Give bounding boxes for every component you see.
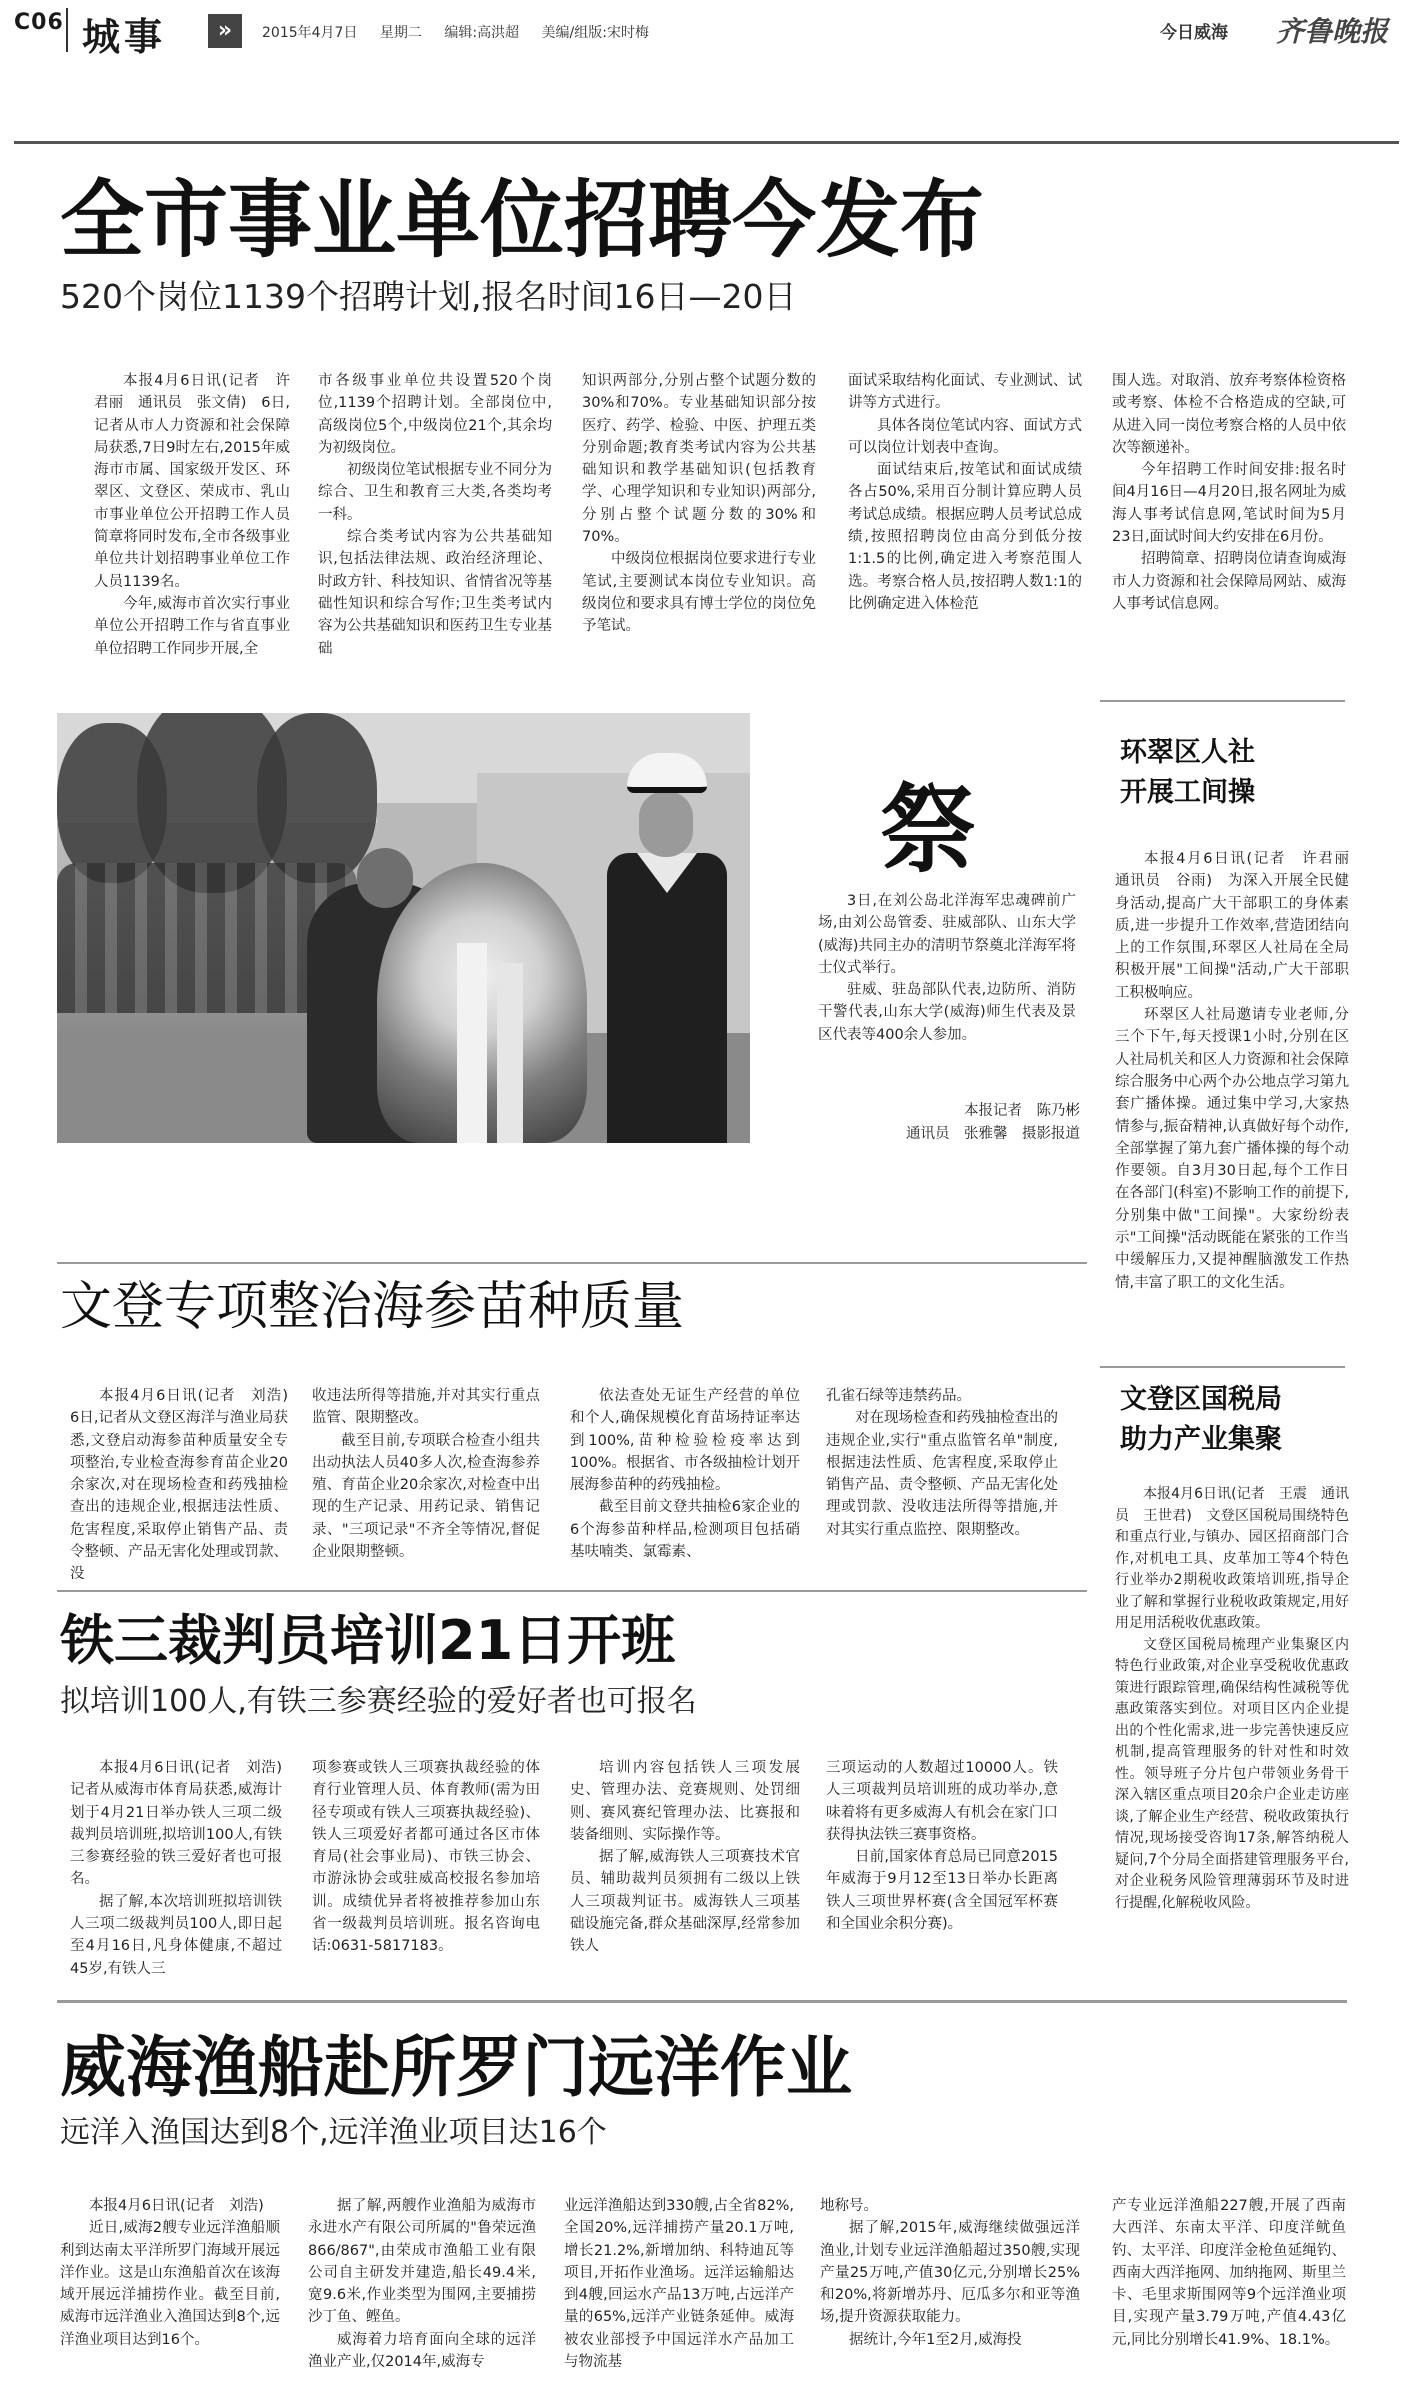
header-rule bbox=[14, 141, 1399, 144]
article1-col4 bbox=[848, 370, 1082, 615]
article2-col1 bbox=[70, 1385, 303, 1586]
article3-col2 bbox=[312, 1757, 540, 1958]
paragraph: 据了解,本次培训班拟培训铁人三项二级裁判员100人,即日起至4月16日,凡身体健康,不超过45岁,有铁人三 bbox=[70, 1893, 282, 1977]
paragraph: 本报4月6日讯(记者 刘浩) 6日,记者从文登区海洋与渔业局获悉,文登启动海参苗种质量安全专项整治,专业检查海参育苗企业20余家次,对在现场检查和药残抽检查出的违规企业,根据违法性质、危害程度,采取停止销售产品、责令整顿、产品无害化处理或罚款、没 bbox=[70, 1388, 303, 1583]
section-divider bbox=[57, 1262, 1087, 1264]
article4-col2 bbox=[308, 2195, 536, 2373]
paragraph: 具体各岗位笔试内容、面试方式可以岗位计划表中查询。 bbox=[848, 417, 1082, 456]
paragraph: 孔雀石绿等违禁药品。 bbox=[826, 1388, 971, 1404]
photo-credit-1: 本报记者 陈乃彬 bbox=[964, 1103, 1080, 1119]
paragraph: 面试结束后,按笔试和面试成绩各占50%,采用百分制计算应聘人员考试总成绩。根据应聘人员考试总成绩,按照招聘岗位由高分到低分按1:1.5的比例,确定进入考察范围人选。考察合格人员,按招聘人数1:1的比例确定进入体检范 bbox=[848, 462, 1082, 612]
article4-col1 bbox=[60, 2195, 280, 2351]
article3-headline: 铁三裁判员培训21日开班 bbox=[60, 1609, 676, 1672]
article4-subtitle: 远洋入渔国达到8个,远洋渔业项目达16个 bbox=[60, 2115, 607, 2150]
article1-col2 bbox=[318, 370, 552, 660]
memorial-ceremony-photo bbox=[57, 713, 750, 1143]
header-info bbox=[262, 22, 667, 42]
article2-col3 bbox=[570, 1385, 800, 1563]
paragraph: 市各级事业单位共设置520个岗位,1139个招聘计划。全部岗位中,高级岗位5个,中级岗位21个,其余均为初级岗位。 bbox=[318, 373, 552, 456]
article2-col2 bbox=[312, 1385, 540, 1563]
article2-col4 bbox=[826, 1385, 1058, 1541]
sidebar2-body bbox=[1115, 1484, 1349, 1914]
article2-headline: 文登专项整治海参苗种质量 bbox=[60, 1277, 685, 1337]
section-name: 城事 bbox=[82, 15, 167, 59]
paragraph: 3日,在刘公岛北洋海军忠魂碑前广场,由刘公岛管委、驻威部队、山东大学(威海)共同主办的清明节祭奠北洋海军将士仪式举行。 bbox=[818, 893, 1076, 976]
section-arrow-icon: » bbox=[208, 14, 242, 48]
paragraph: 据了解,威海铁人三项赛技术官员、辅助裁判员须拥有二级以上铁人三项裁判证书。威海铁人三项基础设施完备,群众基础深厚,经常参加铁人 bbox=[570, 1849, 800, 1955]
paragraph: 据了解,两艘作业渔船为威海市永进水产有限公司所属的"鲁荣远渔866/867",由荣成市渔船工业有限公司自主研发并建造,船长49.4米,宽9.6米,作业类型为围网,主要捕捞沙丁鱼、鲣鱼。 bbox=[308, 2198, 536, 2326]
sidebar2-title-line1: 文登区国税局 bbox=[1120, 1384, 1282, 1415]
article4-headline: 威海渔船赴所罗门远洋作业 bbox=[60, 2029, 852, 2106]
paragraph: 围人选。对取消、放弃考察体检资格或考察、体检不合格造成的空缺,可从进入同一岗位考察合格的人员中依次等额递补。 bbox=[1112, 373, 1346, 456]
photo-credit-2: 通讯员 张雅馨 摄影报道 bbox=[906, 1126, 1080, 1142]
article1-col1 bbox=[94, 370, 290, 660]
article3-col1 bbox=[70, 1757, 297, 1980]
paragraph: 收违法所得等措施,并对其实行重点监管、限期整改。 bbox=[312, 1388, 540, 1427]
paragraph: 环翠区人社局邀请专业老师,分三个下午,每天授课1小时,分别在区人社局机关和区人力资源和社会保障综合服务中心两个办公地点学习第九套广播体操。通过集中学习,大家热情参与,振奋精神,认真做好每个动作,全部掌握了第九套广播体操的每个动作要领。自3月30日起,每个工作日在各部门(科室)不影响工作的前提下,分别集中做"工间操"。大家纷纷表示"工间操"活动既能在紧张的工作当中缓解压力,又提神醒脑激发工作热情,丰富了职工的文化生活。 bbox=[1115, 1007, 1349, 1291]
paragraph: 综合类考试内容为公共基础知识,包括法律法规、政治经济理论、时政方针、科技知识、省情省况等基础性知识和综合写作;卫生类考试内容为公共基础知识和医药卫生专业基础 bbox=[318, 529, 552, 657]
designer-credit: 美编/组版:宋时梅 bbox=[541, 25, 649, 41]
section-divider bbox=[57, 1590, 1087, 1592]
paragraph: 项参赛或铁人三项赛执裁经验的体育行业管理人员、体育教师(需为田径专项或有铁人三项赛执裁经验)、铁人三项爱好者都可通过各区市体育局(社会事业局)、市铁三协会、市游泳协会或驻威高校报名参加培训。成绩优异者将被推荐参加山东省一级裁判员培训班。报名咨询电话:0631-5817183。 bbox=[312, 1760, 540, 1955]
sidebar1-body bbox=[1115, 848, 1364, 1294]
article1-col5 bbox=[1112, 370, 1346, 615]
paragraph: 对在现场检查和药残抽检查出的违规企业,实行"重点监管名单"制度,根据违法性质、危害程度,采取停止销售产品、责令整顿、产品无害化处理或罚款、没收违法所得等措施,并对其实行重点监控、限期整改。 bbox=[826, 1410, 1058, 1538]
article1-col3 bbox=[582, 370, 816, 638]
paragraph: 本报4月6日讯(记者 许君丽 通讯员 张文倩) 6日,记者从市人力资源和社会保障局获悉,7日9时左右,2015年威海市市属、国家级开发区、环翠区、文登区、荣成市、乳山市事业单位公开招聘工作人员简章将同时发布,全市各级事业单位共计划招聘事业单位工作人员1139名。 bbox=[94, 373, 290, 590]
paragraph: 产专业远洋渔船227艘,开展了西南大西洋、东南太平洋、印度洋鱿鱼钓、太平洋、印度洋金枪鱼延绳钓、西南大西洋拖网、加纳拖网、斯里兰卡、毛里求斯围网等9个远洋渔业项目,实现产量3.79万吨,产值4.43亿元,同比分别增长41.9%、18.1%。 bbox=[1112, 2198, 1346, 2348]
article1-subtitle: 520个岗位1139个招聘计划,报名时间16日—20日 bbox=[60, 277, 797, 316]
paragraph: 业远洋渔船达到330艘,占全省82%,全国20%,远洋捕捞产量20.1万吨,增长21.2%,新增加纳、科特迪瓦等项目,开拓作业渔场。远洋运输船达到4艘,回运水产品13万吨,占远洋产量的65%,远洋产业链条延伸。威海被农业部授予中国远洋水产品加工与物流基 bbox=[564, 2198, 794, 2371]
header-divider bbox=[66, 8, 68, 52]
article3-subtitle: 拟培训100人,有铁三参赛经验的爱好者也可报名 bbox=[60, 1684, 697, 1719]
paragraph: 今年,威海市首次实行事业单位公开招聘工作与省直事业单位招聘工作同步开展,全 bbox=[94, 595, 290, 657]
article3-col3 bbox=[570, 1757, 800, 1958]
paragraph: 据了解,2015年,威海继续做强远洋渔业,计划专业远洋渔船超过350艘,实现产量25万吨,产值30亿元,分别增长25%和20%,将新增苏丹、厄瓜多尔和亚等渔场,提升资源获取能力。 bbox=[820, 2220, 1080, 2326]
paragraph: 初级岗位笔试根据专业不同分为综合、卫生和教育三大类,各类均考一科。 bbox=[318, 462, 552, 523]
paragraph: 地称号。 bbox=[820, 2198, 878, 2214]
paragraph: 招聘简章、招聘岗位请查询威海市人力资源和社会保障局网站、威海人事考试信息网。 bbox=[1112, 551, 1346, 612]
newspaper-logo: 齐鲁晚报 bbox=[1276, 15, 1389, 48]
section-divider bbox=[1100, 700, 1345, 702]
paragraph: 中级岗位根据岗位要求进行专业笔试,主要测试本岗位专业知识。高级岗位和要求具有博士学位的岗位免予笔试。 bbox=[582, 551, 816, 635]
paragraph: 本报4月6日讯(记者 刘浩) bbox=[89, 2198, 264, 2214]
paragraph: 依法查处无证生产经营的单位和个人,确保规模化育苗场持证率达到100%,苗种检验检疫率达到100%。根据省、市各级抽检计划开展海参苗种的药残抽检。 bbox=[570, 1388, 800, 1494]
sidebar2-title-line2: 助力产业集聚 bbox=[1120, 1424, 1282, 1455]
photo-story-caption bbox=[818, 890, 1076, 1046]
paragraph: 本报4月6日讯(记者 刘浩) 记者从威海市体育局获悉,威海计划于4月21日举办铁人三项二级裁判员培训班,拟培训100人,有铁三参赛经验的铁三爱好者也可报名。 bbox=[70, 1760, 297, 1888]
paragraph: 培训内容包括铁人三项发展史、管理办法、竞赛规则、处罚细则、赛风赛纪管理办法、比赛报和装备细则、实际操作等。 bbox=[570, 1760, 800, 1843]
paragraph: 面试采取结构化面试、专业测试、试讲等方式进行。 bbox=[848, 373, 1082, 412]
issue-date: 2015年4月7日 bbox=[262, 25, 358, 41]
paragraph: 威海着力培育面向全球的远洋渔业产业,仅2014年,威海专 bbox=[308, 2331, 536, 2371]
paragraph: 三项运动的人数超过10000人。铁人三项裁判员培训班的成功举办,意味着将有更多威海人有机会在家门口获得执法铁三赛事资格。 bbox=[826, 1760, 1058, 1843]
paragraph: 今年招聘工作时间安排:报名时间4月16日—4月20日,报名网址为威海人事考试信息网,笔试时间为5月23日,面试时间大约安排在6月份。 bbox=[1112, 462, 1346, 546]
paragraph: 驻威、驻岛部队代表,边防所、消防干警代表,山东大学(威海)师生代表及景区代表等400余人参加。 bbox=[818, 982, 1076, 1043]
weekday: 星期二 bbox=[379, 25, 422, 41]
editor-credit: 编辑:高洪超 bbox=[444, 25, 520, 41]
section-divider bbox=[1100, 1366, 1345, 1368]
article3-col4 bbox=[826, 1757, 1058, 1935]
paragraph: 知识两部分,分别占整个试题分数的30%和70%。专业基础知识部分按医疗、药学、检验、中医、护理五类分别命题;教育类考试内容为公共基础知识和教学基础知识(包括教育学、心理学知识和专业知识)两部分,分别占整个试题分数的30%和70%。 bbox=[582, 373, 816, 546]
paragraph: 截至目前,专项联合检查小组共出动执法人员40多人次,检查海参养殖、育苗企业20余家次,对检查中出现的生产记录、用药记录、销售记录、"三项记录"不齐全等情况,督促企业限期整顿。 bbox=[312, 1432, 540, 1561]
photo-story-title: 祭 bbox=[880, 774, 976, 886]
article4-col3 bbox=[564, 2195, 794, 2373]
paragraph: 截至目前文登共抽检6家企业的6个海参苗种样品,检测项目包括硝基呋喃类、氯霉素、 bbox=[570, 1499, 800, 1561]
sidebar1-title-line2: 开展工间操 bbox=[1120, 777, 1255, 808]
sidebar1-title-line1: 环翠区人社 bbox=[1120, 737, 1255, 768]
section-divider bbox=[57, 2000, 1347, 2003]
article4-col4 bbox=[820, 2195, 1080, 2351]
paragraph: 本报4月6日讯(记者 许君丽 通讯员 谷雨) 为深入开展全民健身活动,提高广大干部职工的身体素质,进一步提升工作效率,营造团结向上的工作氛围,环翠区人社局在全局积极开展"工间操"活动,广大干部职工积极响应。 bbox=[1115, 851, 1364, 1001]
paragraph: 本报4月6日讯(记者 王震 通讯员 王世君) 文登区国税局围绕特色和重点行业,与镇办、园区招商部门合作,对机电工具、皮革加工等4个特色行业举办2期税收政策培训班,指导企业了解和掌握行业税收政策规定,用好用足用活税收优惠政策。 bbox=[1115, 1486, 1349, 1631]
paragraph: 据统计,今年1至2月,威海投 bbox=[849, 2331, 1022, 2348]
paragraph: 近日,威海2艘专业远洋渔船顺利到达南太平洋所罗门海域开展远洋作业。这是山东渔船首次在该海域开展远洋捕捞作业。截至目前,威海市远洋渔业入渔国达到8个,远洋渔业项目达到16个。 bbox=[60, 2220, 280, 2348]
paragraph: 文登区国税局梳理产业集聚区内特色行业政策,对企业享受税收优惠政策进行跟踪管理,确保结构性减税等优惠政策落实到位。对项目区内企业提出的个性化需求,进一步完善快速反应机制,提高管理服务的针对性和时效性。领导班子分片包户带领业务骨干深入辖区重点项目20余户企业走访座谈,了解企业生产经营、税收政策执行情况,现场接受咨询17条,解答纳税人疑问,7个分局全面搭建管理服务平台,对企业税务风险管理薄弱环节及时进行提醒,化解税收风险。 bbox=[1115, 1636, 1349, 1911]
article1-headline: 全市事业单位招聘今发布 bbox=[60, 171, 985, 269]
article4-col5 bbox=[1112, 2195, 1346, 2351]
edition-name: 今日威海 bbox=[1160, 23, 1228, 43]
page-number: C06 bbox=[14, 10, 64, 35]
paragraph: 日前,国家体育总局已同意2015年威海于9月12至13日举办长距离铁人三项世界杯赛(含全国冠军杯赛和全国业余积分赛)。 bbox=[826, 1849, 1058, 1933]
